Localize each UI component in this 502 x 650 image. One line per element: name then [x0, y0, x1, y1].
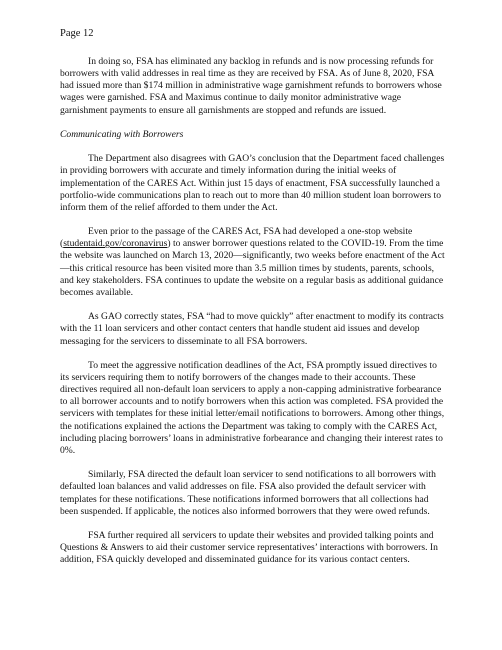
studentaid-link[interactable]: studentaid.gov/coronavirus: [63, 238, 168, 250]
paragraph-notification-deadlines: To meet the aggressive notification deadlines of the Act, FSA promptly issued directives to its servicers requiring them to notify borrowers of the changes made to their accounts. These directives required all non-default loan servicers to apply a non-capping administrative forbearance to all borrower accounts and to notify borrowers when this action was completed. FSA provided the servicers with templates for these initial letter/email notifications to borrowers. Among other things, the notifications explained the actions the Department was taking to comply with the CARES Act, including placing borrowers’ loans in administrative forbearance and changing their interest rates to 0%.: [60, 359, 445, 456]
paragraph-website: [60, 226, 448, 299]
paragraph-default-servicer: Similarly, FSA directed the default loan servicer to send notifications to all borrowers with defaulted loan balances and valid addresses on file. FSA also provided the default servicer with templates for these notifications. These notifications informed borrowers that all collections had been suspended. If applicable, the notices also informed borrowers that they were owed refunds.: [60, 469, 436, 517]
paragraph-websites-guidance: FSA further required all servicers to update their websites and provided talking points and Questions & Answers to aid their customer service representatives’ interactions with borrowers. In addition, FSA quickly developed and disseminated guidance for its various contact centers.: [60, 529, 438, 566]
paragraph-move-quickly: As GAO correctly states, FSA “had to move quickly” after enactment to modify its contracts with the 11 loan servicers and other contact centers that handle student aid issues and develop messaging for the servicers to disseminate to all FSA borrowers.: [60, 311, 444, 347]
page-number: Page 12: [60, 28, 94, 39]
paragraph-website-text-1: Even prior to the passage of the CARES Act, FSA had developed a one-stop website (: [60, 226, 413, 250]
document-body: [60, 56, 448, 579]
section-heading: Communicating with Borrowers: [60, 128, 184, 140]
paragraph-website-text-2: ) to answer borrower questions related to the COVID-19. From the time the website was launched on March 13, 2020—significantly, two weeks before enactment of the Act—this critical resource has been visited more than 3.5 million times by students, parents, schools, and key stakeholders. FSA continues to update the website on a regular basis as additional guidance becomes available.: [60, 238, 445, 298]
paragraph-department-disagrees: The Department also disagrees with GAO’s conclusion that the Department faced challenges in providing borrowers with accurate and timely information during the initial weeks of implementation of the CARES Act. Within just 15 days of enactment, FSA successfully launched a portfolio-wide communications plan to reach out to more than 40 million student loan borrowers to inform them of the relief afforded to them under the Act.: [60, 153, 445, 213]
paragraph-refunds: In doing so, FSA has eliminated any backlog in refunds and is now processing refunds for borrowers with valid addresses in real time as they are received by FSA. As of June 8, 2020, FSA had issued more than $174 million in administrative wage garnishment refunds to borrowers whose wages were garnished. FSA and Maximus continue to daily monitor administrative wage garnishment payments to ensure all garnishments are stopped and refunds are issued.: [60, 56, 442, 116]
